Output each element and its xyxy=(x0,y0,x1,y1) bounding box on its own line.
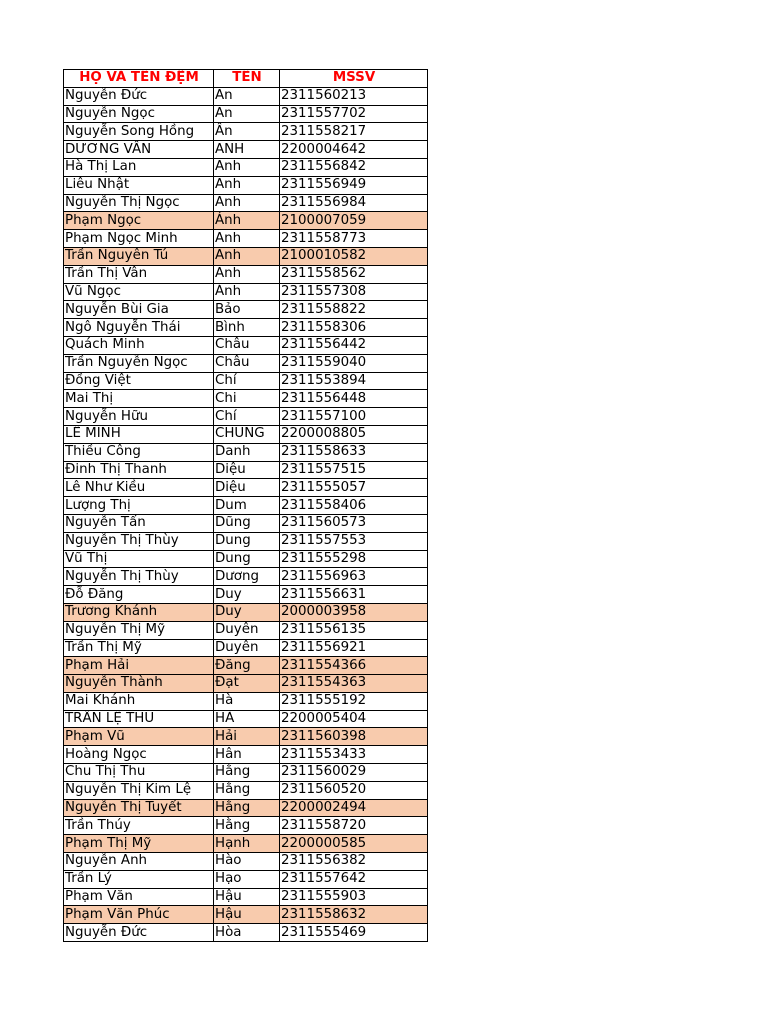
cell-ten[interactable]: Hậu xyxy=(214,906,280,924)
cell-mssv[interactable]: 2311560213 xyxy=(280,87,428,105)
table-row xyxy=(64,817,428,835)
cell-ho-va-ten-dem[interactable]: Nguyễn Thị Kim Lệ xyxy=(64,781,214,799)
cell-mssv[interactable]: 2311556963 xyxy=(280,568,428,586)
cell-ten[interactable]: Hậu xyxy=(214,888,280,906)
cell-ten[interactable]: Chí xyxy=(214,408,280,426)
cell-ho-va-ten-dem[interactable]: Nguyễn Song Hồng xyxy=(64,123,214,141)
cell-ho-va-ten-dem[interactable]: Vũ Thị xyxy=(64,550,214,568)
cell-ten[interactable]: CHUNG xyxy=(214,425,280,443)
cell-ho-va-ten-dem[interactable]: Nguyễn Thị Thùy xyxy=(64,532,214,550)
cell-ho-va-ten-dem[interactable]: DƯƠNG VÂN xyxy=(64,141,214,159)
cell-ten[interactable]: Hòa xyxy=(214,924,280,942)
cell-ten[interactable]: Dum xyxy=(214,497,280,515)
table-row xyxy=(64,710,428,728)
cell-ten[interactable]: Dương xyxy=(214,568,280,586)
cell-ho-va-ten-dem[interactable]: Quách Minh xyxy=(64,336,214,354)
cell-mssv[interactable]: 2311558306 xyxy=(280,319,428,337)
table-row xyxy=(64,87,428,105)
cell-ten[interactable]: Ánh xyxy=(214,212,280,230)
cell-ho-va-ten-dem[interactable]: Trần Thị Vân xyxy=(64,265,214,283)
cell-mssv[interactable]: 2100007059 xyxy=(280,212,428,230)
cell-mssv[interactable]: 2311557100 xyxy=(280,408,428,426)
cell-mssv[interactable]: 2311555469 xyxy=(280,924,428,942)
cell-mssv[interactable]: 2311557308 xyxy=(280,283,428,301)
table-row xyxy=(64,728,428,746)
cell-mssv[interactable]: 2311558720 xyxy=(280,817,428,835)
table-row xyxy=(64,212,428,230)
table-row xyxy=(64,461,428,479)
table-row xyxy=(64,835,428,853)
cell-mssv[interactable]: 2311557642 xyxy=(280,870,428,888)
cell-mssv[interactable]: 2200002494 xyxy=(280,799,428,817)
cell-ho-va-ten-dem[interactable]: Phạm Hải xyxy=(64,657,214,675)
cell-ho-va-ten-dem[interactable]: Trần Lý xyxy=(64,870,214,888)
cell-mssv[interactable]: 2311558822 xyxy=(280,301,428,319)
cell-ho-va-ten-dem[interactable]: Trần Thị Mỹ xyxy=(64,639,214,657)
table-row xyxy=(64,550,428,568)
cell-ho-va-ten-dem[interactable]: Trần Nguyễn Ngọc xyxy=(64,354,214,372)
table-row xyxy=(64,408,428,426)
cell-ten[interactable]: Anh xyxy=(214,176,280,194)
cell-mssv[interactable]: 2311557553 xyxy=(280,532,428,550)
cell-mssv[interactable]: 2311558632 xyxy=(280,906,428,924)
cell-ho-va-ten-dem[interactable]: TRẦN LỆ THU xyxy=(64,710,214,728)
cell-ho-va-ten-dem[interactable]: Nguyễn Anh xyxy=(64,853,214,871)
table-row xyxy=(64,657,428,675)
cell-ten[interactable]: Anh xyxy=(214,158,280,176)
cell-ten[interactable]: Dung xyxy=(214,532,280,550)
cell-mssv[interactable]: 2311553894 xyxy=(280,372,428,390)
cell-ten[interactable]: Châu xyxy=(214,336,280,354)
cell-ho-va-ten-dem[interactable]: Hà Thị Lan xyxy=(64,158,214,176)
cell-ten[interactable]: Hào xyxy=(214,853,280,871)
cell-ho-va-ten-dem[interactable]: Lượng Thị xyxy=(64,497,214,515)
cell-mssv[interactable]: 2311556949 xyxy=(280,176,428,194)
table-row xyxy=(64,568,428,586)
cell-ho-va-ten-dem[interactable]: Thiều Công xyxy=(64,443,214,461)
cell-ten[interactable]: Diệu xyxy=(214,461,280,479)
cell-mssv[interactable]: 2200005404 xyxy=(280,710,428,728)
table-row xyxy=(64,781,428,799)
cell-ten[interactable]: Hân xyxy=(214,746,280,764)
cell-mssv[interactable]: 2311555298 xyxy=(280,550,428,568)
cell-ten[interactable]: Duyên xyxy=(214,621,280,639)
cell-ten[interactable]: Anh xyxy=(214,194,280,212)
cell-ho-va-ten-dem[interactable]: Trần Nguyên Tú xyxy=(64,247,214,265)
cell-ten[interactable]: An xyxy=(214,87,280,105)
table-row xyxy=(64,764,428,782)
table-row xyxy=(64,888,428,906)
cell-ten[interactable]: Ân xyxy=(214,123,280,141)
cell-mssv[interactable]: 2311554363 xyxy=(280,675,428,693)
cell-mssv[interactable]: 2200004642 xyxy=(280,141,428,159)
cell-mssv[interactable]: 2311560398 xyxy=(280,728,428,746)
header-ten[interactable]: TÊN xyxy=(214,70,280,88)
cell-ho-va-ten-dem[interactable]: Liêu Nhật xyxy=(64,176,214,194)
cell-ho-va-ten-dem[interactable]: Phạm Ngọc xyxy=(64,212,214,230)
cell-ho-va-ten-dem[interactable]: Mai Thị xyxy=(64,390,214,408)
student-table xyxy=(63,69,428,942)
cell-ten[interactable]: Hằng xyxy=(214,817,280,835)
cell-ho-va-ten-dem[interactable]: Nguyễn Thị Tuyết xyxy=(64,799,214,817)
cell-ten[interactable]: Diệu xyxy=(214,479,280,497)
cell-mssv[interactable]: 2311556921 xyxy=(280,639,428,657)
cell-ho-va-ten-dem[interactable]: Nguyễn Bùi Gia xyxy=(64,301,214,319)
cell-ho-va-ten-dem[interactable]: Phạm Văn Phúc xyxy=(64,906,214,924)
table-row xyxy=(64,336,428,354)
cell-mssv[interactable]: 2311553433 xyxy=(280,746,428,764)
cell-ten[interactable]: Chi xyxy=(214,390,280,408)
cell-ho-va-ten-dem[interactable]: Hoàng Ngọc xyxy=(64,746,214,764)
cell-mssv[interactable]: 2311557515 xyxy=(280,461,428,479)
header-mssv[interactable]: MSSV xyxy=(280,70,428,88)
table-row xyxy=(64,265,428,283)
cell-ten[interactable]: Anh xyxy=(214,247,280,265)
cell-ho-va-ten-dem[interactable]: Trương Khánh xyxy=(64,603,214,621)
table-row xyxy=(64,479,428,497)
cell-mssv[interactable]: 2311560520 xyxy=(280,781,428,799)
cell-ho-va-ten-dem[interactable]: Lê Như Kiều xyxy=(64,479,214,497)
cell-ho-va-ten-dem[interactable]: Phạm Văn xyxy=(64,888,214,906)
cell-ten[interactable]: Bình xyxy=(214,319,280,337)
cell-ho-va-ten-dem[interactable]: Đinh Thị Thanh xyxy=(64,461,214,479)
cell-ho-va-ten-dem[interactable]: Trần Thúy xyxy=(64,817,214,835)
cell-mssv[interactable]: 2311556382 xyxy=(280,853,428,871)
cell-ten[interactable]: Dung xyxy=(214,550,280,568)
cell-ten[interactable]: HÀ xyxy=(214,710,280,728)
cell-mssv[interactable]: 2311560029 xyxy=(280,764,428,782)
cell-ho-va-ten-dem[interactable]: Ngô Nguyễn Thái xyxy=(64,319,214,337)
cell-ten[interactable]: Chí xyxy=(214,372,280,390)
cell-ten[interactable]: Danh xyxy=(214,443,280,461)
table-row xyxy=(64,853,428,871)
cell-ten[interactable]: Bảo xyxy=(214,301,280,319)
table-row xyxy=(64,514,428,532)
cell-ten[interactable]: Đạt xyxy=(214,675,280,693)
table-row xyxy=(64,158,428,176)
table-row xyxy=(64,639,428,657)
table-row xyxy=(64,123,428,141)
cell-ten[interactable]: Hạo xyxy=(214,870,280,888)
cell-ho-va-ten-dem[interactable]: Nguyễn Thành xyxy=(64,675,214,693)
cell-mssv[interactable]: 2311555903 xyxy=(280,888,428,906)
table-row xyxy=(64,141,428,159)
cell-ho-va-ten-dem[interactable]: Vũ Ngọc xyxy=(64,283,214,301)
cell-mssv[interactable]: 2311559040 xyxy=(280,354,428,372)
cell-ho-va-ten-dem[interactable]: Nguyễn Thị Mỹ xyxy=(64,621,214,639)
cell-mssv[interactable]: 2311554366 xyxy=(280,657,428,675)
cell-ten[interactable]: Đăng xyxy=(214,657,280,675)
cell-mssv[interactable]: 2311558633 xyxy=(280,443,428,461)
table-row xyxy=(64,532,428,550)
cell-ho-va-ten-dem[interactable]: Phạm Ngọc Minh xyxy=(64,230,214,248)
header-row xyxy=(64,70,428,88)
cell-ten[interactable]: ANH xyxy=(214,141,280,159)
header-ho-va-ten-dem[interactable]: HỌ VÀ TÊN ĐỆM xyxy=(64,70,214,88)
cell-ten[interactable]: Ánh xyxy=(214,283,280,301)
cell-mssv[interactable]: 2200000585 xyxy=(280,835,428,853)
cell-mssv[interactable]: 2311555057 xyxy=(280,479,428,497)
cell-mssv[interactable]: 2311556842 xyxy=(280,158,428,176)
table-row xyxy=(64,870,428,888)
table-row xyxy=(64,692,428,710)
cell-ho-va-ten-dem[interactable]: Phạm Thị Mỹ xyxy=(64,835,214,853)
cell-ho-va-ten-dem[interactable]: Đỗ Đăng xyxy=(64,586,214,604)
table-row xyxy=(64,675,428,693)
cell-ten[interactable]: Anh xyxy=(214,265,280,283)
table-row xyxy=(64,497,428,515)
cell-ho-va-ten-dem[interactable]: Phạm Vũ xyxy=(64,728,214,746)
table-row xyxy=(64,354,428,372)
table-row xyxy=(64,105,428,123)
table-row xyxy=(64,746,428,764)
cell-mssv[interactable]: 2311556631 xyxy=(280,586,428,604)
table-row xyxy=(64,176,428,194)
table-row xyxy=(64,443,428,461)
cell-ten[interactable]: Hà xyxy=(214,692,280,710)
cell-ten[interactable]: Duy xyxy=(214,586,280,604)
table-row xyxy=(64,906,428,924)
table-row xyxy=(64,301,428,319)
table-row xyxy=(64,230,428,248)
cell-ho-va-ten-dem[interactable]: Nguyễn Hữu xyxy=(64,408,214,426)
cell-mssv[interactable]: 2311556448 xyxy=(280,390,428,408)
cell-mssv[interactable]: 2311557702 xyxy=(280,105,428,123)
cell-ten[interactable]: Duy xyxy=(214,603,280,621)
cell-ten[interactable]: Hằng xyxy=(214,781,280,799)
cell-mssv[interactable]: 2311555192 xyxy=(280,692,428,710)
cell-mssv[interactable]: 2200008805 xyxy=(280,425,428,443)
cell-mssv[interactable]: 2000003958 xyxy=(280,603,428,621)
cell-ten[interactable]: Anh xyxy=(214,230,280,248)
table-row xyxy=(64,621,428,639)
table-row xyxy=(64,425,428,443)
table-row xyxy=(64,283,428,301)
cell-mssv[interactable]: 2311558406 xyxy=(280,497,428,515)
cell-ten[interactable]: An xyxy=(214,105,280,123)
cell-ten[interactable]: Hằng xyxy=(214,764,280,782)
table-row xyxy=(64,372,428,390)
cell-ho-va-ten-dem[interactable]: Nguyễn Đức xyxy=(64,924,214,942)
table-row xyxy=(64,390,428,408)
cell-mssv[interactable]: 2311558217 xyxy=(280,123,428,141)
table-row xyxy=(64,924,428,942)
cell-ten[interactable]: Duyên xyxy=(214,639,280,657)
cell-ho-va-ten-dem[interactable]: Nguyễn Tấn xyxy=(64,514,214,532)
cell-ho-va-ten-dem[interactable]: Mai Khánh xyxy=(64,692,214,710)
table-row xyxy=(64,799,428,817)
cell-ho-va-ten-dem[interactable]: Đồng Việt xyxy=(64,372,214,390)
cell-ten[interactable]: Hằng xyxy=(214,799,280,817)
cell-ho-va-ten-dem[interactable]: Nguyễn Ngọc xyxy=(64,105,214,123)
cell-ho-va-ten-dem[interactable]: Nguyễn Thị Ngọc xyxy=(64,194,214,212)
cell-mssv[interactable]: 2100010582 xyxy=(280,247,428,265)
table-row xyxy=(64,247,428,265)
cell-ho-va-ten-dem[interactable]: LÊ MINH xyxy=(64,425,214,443)
cell-ten[interactable]: Hạnh xyxy=(214,835,280,853)
cell-mssv[interactable]: 2311558562 xyxy=(280,265,428,283)
cell-mssv[interactable]: 2311556135 xyxy=(280,621,428,639)
table-row xyxy=(64,194,428,212)
cell-mssv[interactable]: 2311560573 xyxy=(280,514,428,532)
table-body xyxy=(64,87,428,941)
cell-ten[interactable]: Dũng xyxy=(214,514,280,532)
table-row xyxy=(64,603,428,621)
table-row xyxy=(64,319,428,337)
cell-ten[interactable]: Hải xyxy=(214,728,280,746)
cell-ten[interactable]: Châu xyxy=(214,354,280,372)
cell-ho-va-ten-dem[interactable]: Nguyễn Thị Thùy xyxy=(64,568,214,586)
cell-ho-va-ten-dem[interactable]: Chu Thị Thu xyxy=(64,764,214,782)
table-row xyxy=(64,586,428,604)
cell-mssv[interactable]: 2311556984 xyxy=(280,194,428,212)
cell-mssv[interactable]: 2311556442 xyxy=(280,336,428,354)
cell-ho-va-ten-dem[interactable]: Nguyễn Đức xyxy=(64,87,214,105)
cell-mssv[interactable]: 2311558773 xyxy=(280,230,428,248)
